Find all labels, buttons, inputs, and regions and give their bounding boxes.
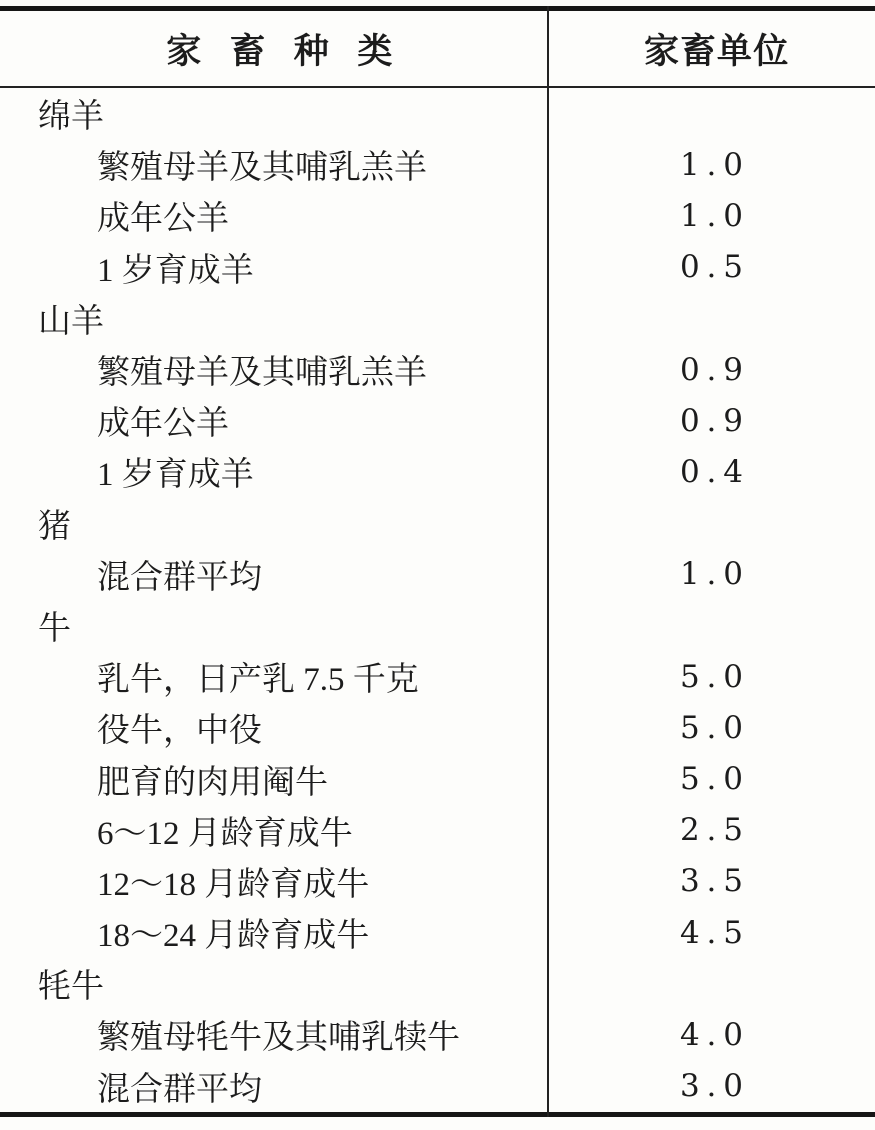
table-row [0, 651, 875, 702]
table-body [0, 88, 875, 1112]
table-row [0, 702, 875, 753]
table-row [0, 856, 875, 907]
species-category-label: 猪 [38, 508, 71, 545]
livestock-unit-value: 2.5 [680, 812, 750, 849]
livestock-unit-value: 1.0 [680, 146, 750, 183]
table-row [0, 446, 875, 497]
species-subtype-label: 1 岁育成羊 [97, 252, 254, 289]
species-subtype-label: 成年公羊 [97, 201, 229, 238]
species-subtype-label: 18～24 月龄育成牛 [97, 918, 370, 955]
table-row [0, 344, 875, 395]
species-subtype-label: 12～18 月龄育成牛 [97, 866, 370, 903]
table-row [0, 907, 875, 958]
species-subtype-label: 繁殖母牦牛及其哺乳犊牛 [97, 1020, 460, 1057]
livestock-unit-value: 1.0 [680, 197, 750, 234]
column-header-species: 家畜种类 [166, 31, 422, 71]
livestock-unit-value: 5.0 [680, 658, 750, 695]
table-row [0, 600, 875, 651]
table-row [0, 805, 875, 856]
livestock-unit-value: 0.5 [680, 249, 750, 286]
livestock-unit-value: 4.0 [680, 1016, 750, 1053]
livestock-unit-value: 4.5 [680, 914, 750, 951]
livestock-unit-value: 3.0 [680, 1068, 750, 1105]
table-row [0, 88, 875, 139]
species-subtype-label: 1 岁育成羊 [97, 457, 254, 494]
livestock-unit-value: 5.0 [680, 761, 750, 798]
livestock-unit-value: 5.0 [680, 709, 750, 746]
table-row [0, 139, 875, 190]
column-header-unit: 家畜单位 [644, 31, 790, 71]
table-row [0, 1009, 875, 1060]
table-row [0, 190, 875, 241]
table-row [0, 395, 875, 446]
species-category-label: 牦牛 [38, 969, 104, 1006]
table-row [0, 293, 875, 344]
livestock-unit-value: 0.4 [680, 453, 750, 490]
species-category-label: 牛 [38, 610, 71, 647]
table-row [0, 498, 875, 549]
table-row [0, 958, 875, 1009]
table-header-row [0, 11, 875, 86]
table-row [0, 1061, 875, 1112]
livestock-unit-value: 0.9 [680, 402, 750, 439]
table-bottom-border [0, 1112, 875, 1117]
species-subtype-label: 繁殖母羊及其哺乳羔羊 [97, 150, 427, 187]
table-row [0, 242, 875, 293]
species-subtype-label: 繁殖母羊及其哺乳羔羊 [97, 355, 427, 392]
species-subtype-label: 成年公羊 [97, 406, 229, 443]
table-row [0, 753, 875, 804]
species-subtype-label: 混合群平均 [97, 1071, 262, 1108]
species-subtype-label: 乳牛，日产乳 7.5 千克 [97, 662, 419, 699]
species-category-label: 绵羊 [38, 99, 104, 136]
species-subtype-label: 6～12 月龄育成牛 [97, 815, 353, 852]
species-category-label: 山羊 [38, 303, 104, 340]
species-subtype-label: 混合群平均 [97, 559, 262, 596]
livestock-unit-value: 3.5 [680, 863, 750, 900]
livestock-unit-value: 0.9 [680, 351, 750, 388]
livestock-unit-value: 1.0 [680, 556, 750, 593]
table-row [0, 549, 875, 600]
species-subtype-label: 肥育的肉用阉牛 [97, 764, 328, 801]
species-subtype-label: 役牛，中役 [97, 713, 262, 750]
